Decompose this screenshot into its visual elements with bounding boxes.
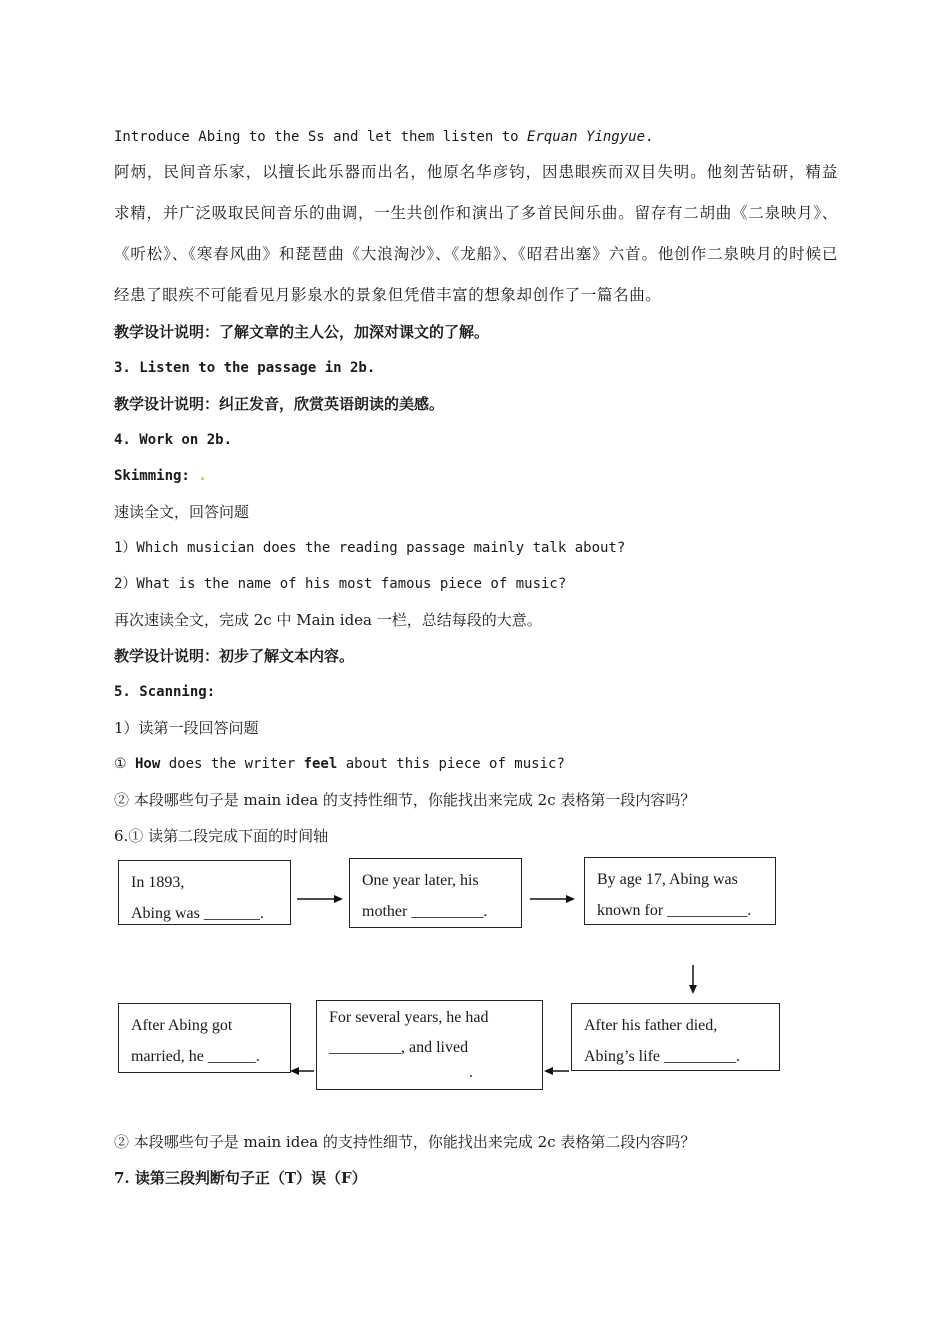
work-title: Erquan Yingyue <box>527 129 646 145</box>
skim-instruction: 速读全文，回答问题 <box>114 503 250 521</box>
step-3: 3. Listen to the passage in 2b. <box>114 360 376 376</box>
timeline-box-3: By age 17, Abing was known for __________. <box>584 857 776 925</box>
scan-instruction-1: 1）读第一段回答问题 <box>114 719 259 737</box>
timeline-box-4: After his father died, Abing’s life _________. <box>571 1003 780 1071</box>
timeline-box-6: After Abing got married, he ______. <box>118 1003 291 1073</box>
step-7: 7. 读第三段判断句子正（T）误（F） <box>114 1169 367 1187</box>
step-6-question-2: ② 本段哪些句子是 main idea 的支持性细节，你能找出来完成 2c 表格第二段内容吗？ <box>114 1133 696 1151</box>
bio-paragraph: 阿炳，民间音乐家，以擅长此乐器而出名，他原名华彦钧，因患眼疾而双目失明。他刻苦钻研，精益求精，并广泛吸取民间音乐的曲调，一生共创作和演出了多首民间乐曲。留存有二胡曲《二泉映月》、《听松》、《寒春风曲》和琵琶曲《大浪淘沙》、《龙船》、《昭君出塞》六首。他创作二泉映月的时候已经患了眼疾不可能看见月影泉水的景象但凭借丰富的想象却创作了一篇名曲。 <box>114 163 838 304</box>
timeline-box-1: In 1893, Abing was _______. <box>118 860 291 925</box>
skimming-label: Skimming: . <box>114 468 207 484</box>
skim-again: 再次速读全文，完成 2c 中 Main idea 一栏，总结每段的大意。 <box>114 611 542 629</box>
timeline-box-2: One year later, his mother _________. <box>349 858 522 928</box>
design-note-3: 教学设计说明：初步了解文本内容。 <box>114 647 355 665</box>
timeline-box-5: For several years, he had _________, and lived . <box>316 1000 543 1090</box>
question-2: 2）What is the name of his most famous piece of music? <box>114 576 567 592</box>
scan-question-1: ① How does the writer feel about this piece of music? <box>114 756 565 772</box>
design-note-2: 教学设计说明：纠正发音，欣赏英语朗读的美感。 <box>114 395 445 413</box>
step-6: 6.① 读第二段完成下面的时间轴 <box>114 827 329 845</box>
scan-question-2: ② 本段哪些句子是 main idea 的支持性细节，你能找出来完成 2c 表格第一段内容吗？ <box>114 791 696 809</box>
step-5: 5. Scanning: <box>114 684 216 700</box>
question-1: 1）Which musician does the reading passage mainly talk about? <box>114 540 626 556</box>
design-note-1: 教学设计说明：了解文章的主人公，加深对课文的了解。 <box>114 323 490 341</box>
step-4: 4. Work on 2b. <box>114 432 233 448</box>
intro-line: Introduce Abing to the Ss and let them listen to Erquan Yingyue. <box>114 129 654 145</box>
